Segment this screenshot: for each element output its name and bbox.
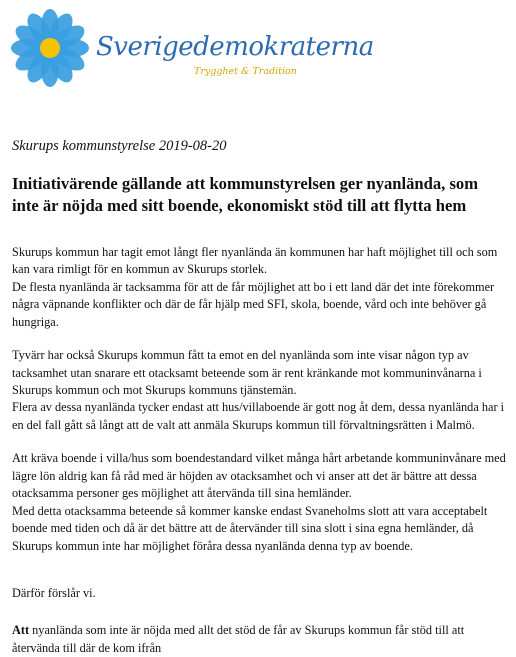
document-title: Initiativärende gällande att kommunstyrelsen ger nyanlända, som inte är nöjda med sitt boende, ekonomiskt stöd till att flytta hem [12,174,479,216]
document-body [12,138,508,657]
paragraph: Skurups kommun har tagit emot långt fler nyanlända än kommunen har haft möjlighet till och som kan vara rimligt för en kommun av Skurups storlek. [12,244,498,277]
document-meta: Skurups kommunstyrelse 2019-08-20 [12,138,227,154]
brand-tagline: Trygghet & Tradition [194,66,297,77]
paragraph: Med detta otacksamma beteende så kommer kanske endast Svaneholms slott att vara acceptabelt boende med tiden och då är det bättre att de återvänder till sina slott i sina egna hemländer, då Skurups kommun inte har möjlighet föråra dessa nyanlända denna typ av boende. [12,503,488,553]
brand-name: Sverigedemokraterna [96,32,374,62]
flower-icon [8,8,92,92]
proposal-text: nyanlända som inte är nöjda med allt det stöd de får av Skurups kommun får stöd till att återvända till där de kom ifrån [12,623,465,655]
party-logo [8,8,374,88]
paragraph: Flera av dessa nyanlända tycker endast att hus/villaboende är gott nog åt dem, dessa nyanlända har i en del fall gått så långt att de valt att anmäla Skurups kommun till förvaltningsrätten i Malmö. [12,400,505,432]
paragraph: Att kräva boende i villa/hus som boendestandard vilket många hårt arbetande kommuninvånare med lägre lön aldrig kan få råd med är höjden av otacksamhet och vi anser att det är bättre att dessa otacksamma personer ges möjlighet att återvända till sina hemländer. [12,451,506,501]
paragraph: Därför förslår vi. [12,586,96,601]
paragraph: De flesta nyanlända är tacksamma för att de får möjlighet att bo i ett land där det inte förekommer några väpnande konflikter och där de får hjälp med SFI, skola, boende, vård och inte behöver gå hungriga. [12,279,495,329]
proposal-lead: Att [12,623,30,638]
flower-center [40,38,60,58]
paragraph: Tyvärr har också Skurups kommun fått ta emot en del nyanlända som inte visar någon typ av tacksamhet utan snarare ett otacksamt beteende som är rent kränkande mot kommuninvånarna i Skurups kommun och mot Skurups kommuns tjänstemän. [12,348,482,397]
